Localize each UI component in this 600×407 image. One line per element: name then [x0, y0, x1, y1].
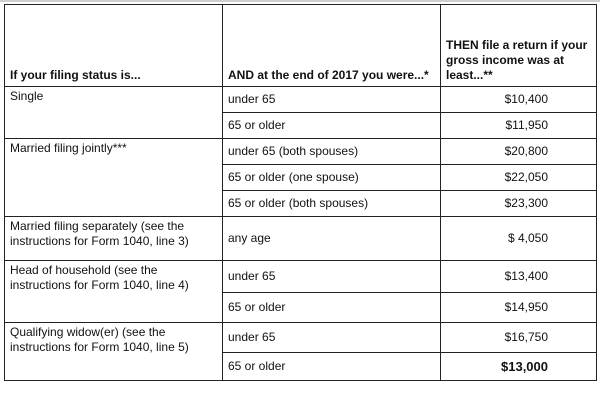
filing-requirements-table [4, 4, 597, 381]
age-cell: 65 or older [223, 113, 441, 139]
amount-cell: $20,800 [441, 139, 597, 165]
table-row [5, 323, 597, 353]
amount-cell: $22,050 [441, 165, 597, 191]
table-row [5, 139, 597, 165]
amount-cell: $10,400 [441, 87, 597, 113]
table-row [5, 217, 597, 261]
header-age: AND at the end of 2017 you were...* [223, 5, 441, 87]
table-row [5, 87, 597, 113]
table-row [5, 261, 597, 293]
amount-cell: $16,750 [441, 323, 597, 353]
amount-cell: $23,300 [441, 191, 597, 217]
amount-cell: $ 4,050 [441, 217, 597, 261]
status-married-separately: Married filing separately (see the instructions for Form 1040, line 3) [5, 217, 223, 261]
amount-cell: $11,950 [441, 113, 597, 139]
age-cell: 65 or older [223, 353, 441, 381]
age-cell: 65 or older (both spouses) [223, 191, 441, 217]
age-cell: 65 or older [223, 293, 441, 323]
age-cell: under 65 [223, 323, 441, 353]
header-gross-income: THEN file a return if your gross income was at least...** [441, 5, 597, 87]
status-qualifying-widow: Qualifying widow(er) (see the instructions for Form 1040, line 5) [5, 323, 223, 381]
amount-cell: $13,400 [441, 261, 597, 293]
amount-cell: $13,000 [441, 353, 597, 381]
age-cell: 65 or older (one spouse) [223, 165, 441, 191]
top-rule [0, 0, 600, 2]
age-cell: under 65 [223, 87, 441, 113]
age-cell: under 65 [223, 261, 441, 293]
status-single: Single [5, 87, 223, 139]
header-filing-status: If your filing status is... [5, 5, 223, 87]
table-header-row [5, 5, 597, 87]
age-cell: under 65 (both spouses) [223, 139, 441, 165]
status-head-of-household: Head of household (see the instructions for Form 1040, line 4) [5, 261, 223, 323]
age-cell: any age [223, 217, 441, 261]
status-married-jointly: Married filing jointly*** [5, 139, 223, 217]
amount-cell: $14,950 [441, 293, 597, 323]
